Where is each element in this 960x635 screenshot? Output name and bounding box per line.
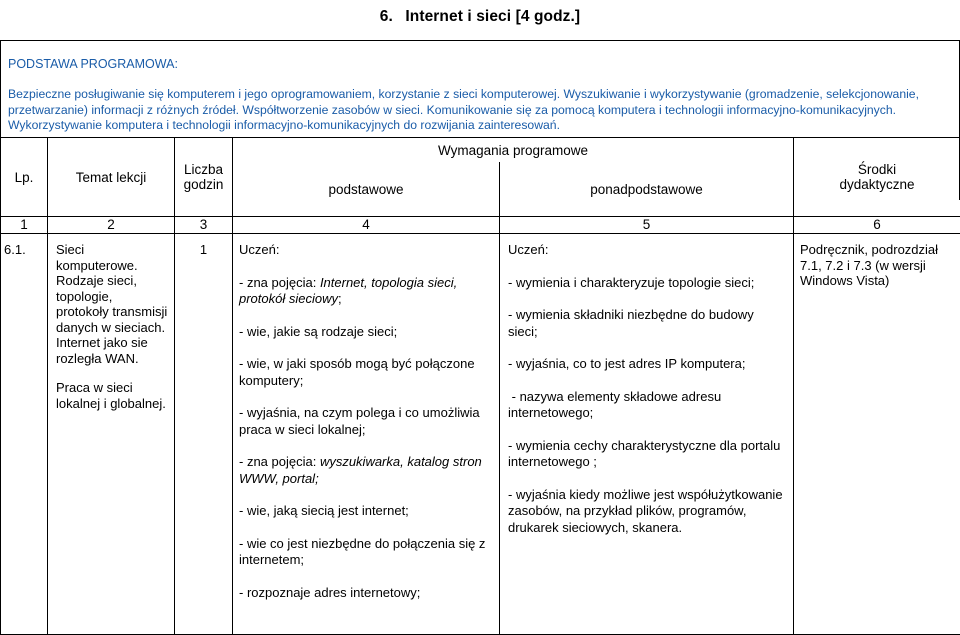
column-number: 3: [175, 217, 233, 234]
podstawa-heading: PODSTAWA PROGRAMOWA:: [8, 57, 178, 71]
nad-item: - nazywa elementy składowe adresu internetowego;: [508, 389, 785, 422]
cell-temat: [48, 234, 175, 635]
header-srodki: [794, 138, 960, 217]
cell-podstawowe: [233, 234, 500, 635]
podstawa-line: Bezpieczne posługiwanie się komputerem i jego oprogramowaniem, korzystanie z sieci komputerowej. Wyszukiwanie i wykorzystywanie (gromadzenie, selekcjonowanie,: [8, 87, 952, 103]
temat-text: Sieci komputerowe. Rodzaje sieci, topologie, protokoły transmisji danych w sieciach. Internet jako sie rozległa WAN.: [56, 242, 168, 366]
header-lp: Lp.: [1, 138, 48, 217]
column-number: 6: [794, 217, 960, 234]
nad-item: - wymienia i charakteryzuje topologie sieci;: [508, 275, 785, 292]
column-number: 4: [233, 217, 500, 234]
pod-item: - wie, jaką siecią jest internet;: [239, 503, 493, 520]
header-wymagania: Wymagania programowe: [233, 138, 794, 163]
section-number: 6.: [380, 8, 393, 25]
pod-item: - wyjaśnia, na czym polega i co umożliwia praca w sieci lokalnej;: [239, 405, 493, 438]
nad-intro: Uczeń:: [508, 242, 785, 259]
nad-item: - wymienia składniki niezbędne do budowy sieci;: [508, 307, 785, 340]
podstawa-line: Wykorzystywanie komputera i technologii informacyjno-komunikacyjnych do rozwijania zainteresowań.: [8, 118, 952, 134]
header-liczba-line1: Liczba: [184, 162, 223, 177]
section-title: [0, 8, 960, 26]
column-number: 1: [1, 217, 48, 234]
header-podstawowe: podstawowe: [233, 162, 500, 217]
temat-text-2: Praca w sieci lokalnej i globalnej.: [56, 380, 168, 411]
podstawa-line: przetwarzanie) informacji z różnych źródeł. Współtworzenie zasobów w sieci. Komunikowanie się za pomocą komputera i technologii informacyjno-komunikacyjnych.: [8, 103, 952, 119]
nad-item: - wyjaśnia kiedy możliwe jest współużytkowanie zasobów, na przykład plików, programów, drukarek sieciowych, skanera.: [508, 487, 785, 537]
header-liczba-line2: godzin: [184, 177, 224, 192]
header-srodki-line2: dydaktyczne: [839, 177, 914, 192]
pod-intro: Uczeń:: [239, 242, 493, 259]
nad-item: - wymienia cechy charakterystyczne dla portalu internetowego ;: [508, 438, 785, 471]
cell-liczba: 1: [175, 234, 233, 635]
header-liczba: [175, 138, 233, 217]
pod-item: - rozpoznaje adres internetowy;: [239, 585, 493, 602]
section-title-text: Internet i sieci [4 godz.]: [405, 8, 580, 25]
column-number-row: [1, 217, 960, 234]
header-srodki-line1: Środki: [858, 162, 896, 177]
pod-item: - wie, jakie są rodzaje sieci;: [239, 324, 493, 341]
pod-item: - zna pojęcia: wyszukiwarka, katalog stron WWW, portal;: [239, 454, 493, 487]
pod-item: - wie co jest niezbędne do połączenia się z internetem;: [239, 536, 493, 569]
pod-item: - wie, w jaki sposób mogą być połączone komputery;: [239, 356, 493, 389]
cell-ponadpodstawowe: [500, 234, 794, 635]
podstawa-text: [8, 87, 952, 134]
nad-item: - wyjaśnia, co to jest adres IP komputera;: [508, 356, 785, 373]
cell-lp: 6.1.: [1, 234, 48, 635]
pod-item: - zna pojęcia: Internet, topologia sieci, protokół sieciowy;: [239, 275, 493, 308]
table-row: [1, 234, 960, 635]
column-number: 5: [500, 217, 794, 234]
cell-srodki: Podręcznik, podrozdział 7.1, 7.2 i 7.3 (w wersji Windows Vista): [794, 234, 960, 635]
column-number: 2: [48, 217, 175, 234]
lesson-table: [0, 137, 960, 635]
header-ponadpodstawowe: ponadpodstawowe: [500, 162, 794, 217]
header-temat: Temat lekcji: [48, 138, 175, 217]
